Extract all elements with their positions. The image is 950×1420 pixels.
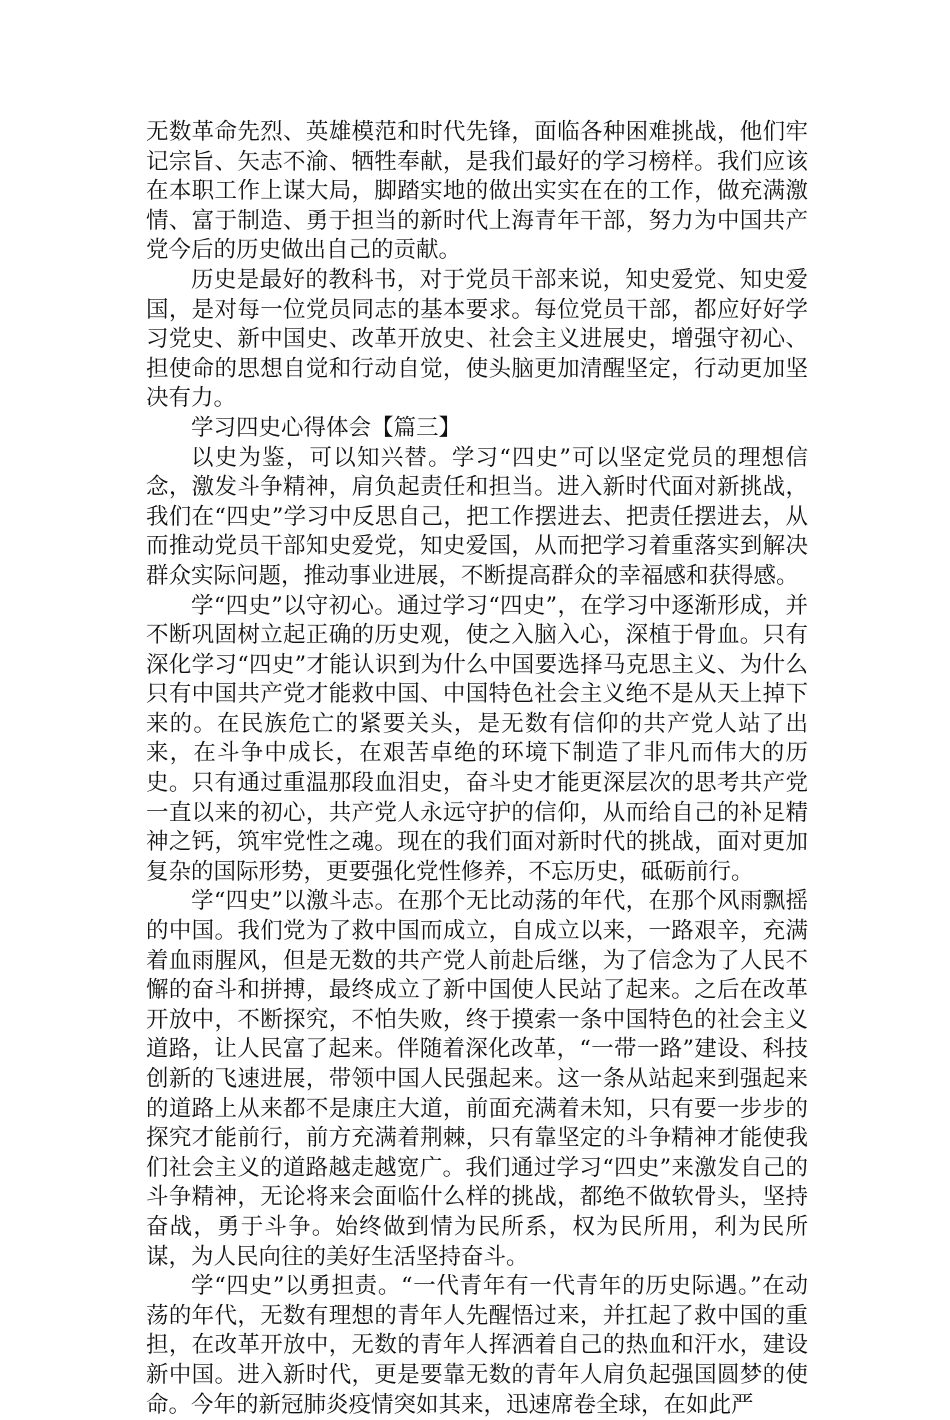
paragraph-inspire-fighting-spirit: 学“四史”以激斗志。在那个无比动荡的年代，在那个风雨飘摇的中国。我们党为了救中国而成立，自成立以来，一路艰辛，充满着血雨腥风，但是无数的共产党人前赴后继，为了信念为了人民不懈的奋斗和拼搏，最终成立了新中国使人民站了起来。之后在改革开放中，不断探究，不怕失败，终于摸索一条中国特色的社会主义道路，让人民富了起来。伴随着深化改革，“一带一路”建设、科技创新的飞速进展，带领中国人民强起来。这一条从站起来到强起来的道路上从来都不是康庄大道，前面充满着未知，只有要一步步的探究才能前行，前方充满着荆棘，只有靠坚定的斗争精神才能使我们社会主义的道路越走越宽广。我们通过学习“四史”来激发自己的斗争精神，无论将来会面临什么样的挑战，都绝不做软骨头，坚持奋战，勇于斗争。始终做到情为民所系，权为民所用，利为民所谋，为人民向往的美好生活坚持奋斗。	[146, 888, 808, 1270]
paragraph-take-responsibility: 学“四史”以勇担责。“一代青年有一代青年的历史际遇。”在动荡的年代，无数有理想的青年人先醒悟过来，并扛起了救中国的重担，在改革开放中，无数的青年人挥洒着自己的热血和汗水，建设新中国。进入新时代，更是要靠无数的青年人肩负起强国圆梦的使命。今年的新冠肺炎疫情突如其来，迅速席卷全球，在如此严	[146, 1273, 808, 1418]
paragraph-history-mirror: 以史为鉴，可以知兴替。学习“四史”可以坚定党员的理想信念，激发斗争精神，肩负起责任和担当。进入新时代面对新挑战，我们在“四史”学习中反思自己，把工作摆进去、把责任摆进去，从而推动党员干部知史爱党，知史爱国，从而把学习着重落实到解决群众实际问题，推动事业进展，不断提高群众的幸福感和获得感。	[146, 444, 808, 589]
paragraph-continued: 无数革命先烈、英雄模范和时代先锋，面临各种困难挑战，他们牢记宗旨、矢志不渝、牺牲奉献，是我们最好的学习榜样。我们应该在本职工作上谋大局，脚踏实地的做出实实在在的工作，做充满激情、富于制造、勇于担当的新时代上海青年干部，努力为中国共产党今后的历史做出自己的贡献。	[146, 119, 808, 264]
document-page	[146, 118, 808, 1420]
section-heading: 学习四史心得体会【篇三】	[191, 414, 462, 441]
paragraph-history-textbook: 历史是最好的教科书，对于党员干部来说，知史爱党、知史爱国，是对每一位党员同志的基本要求。每位党员干部，都应好好学习党史、新中国史、改革开放史、社会主义进展史，增强守初心、担使命的思想自觉和行动自觉，使头脑更加清醒坚定，行动更加坚决有力。	[146, 266, 808, 412]
paragraph-keep-original-aspiration: 学“四史”以守初心。通过学习“四史”，在学习中逐渐形成，并不断巩固树立起正确的历史观，使之入脑入心，深植于骨血。只有深化学习“四史”才能认识到为什么中国要选择马克思主义、为什么只有中国共产党才能救中国、中国特色社会主义绝不是从天上掉下来的。在民族危亡的紧要关头，是无数有信仰的共产党人站了出来，在斗争中成长，在艰苦卓绝的环境下制造了非凡而伟大的历史。只有通过重温那段血泪史，奋斗史才能更深层次的思考共产党一直以来的初心，共产党人永远守护的信仰，从而给自己的补足精神之钙，筑牢党性之魂。现在的我们面对新时代的挑战，面对更加复杂的国际形势，更要强化党性修养，不忘历史，砥砺前行。	[146, 592, 808, 885]
